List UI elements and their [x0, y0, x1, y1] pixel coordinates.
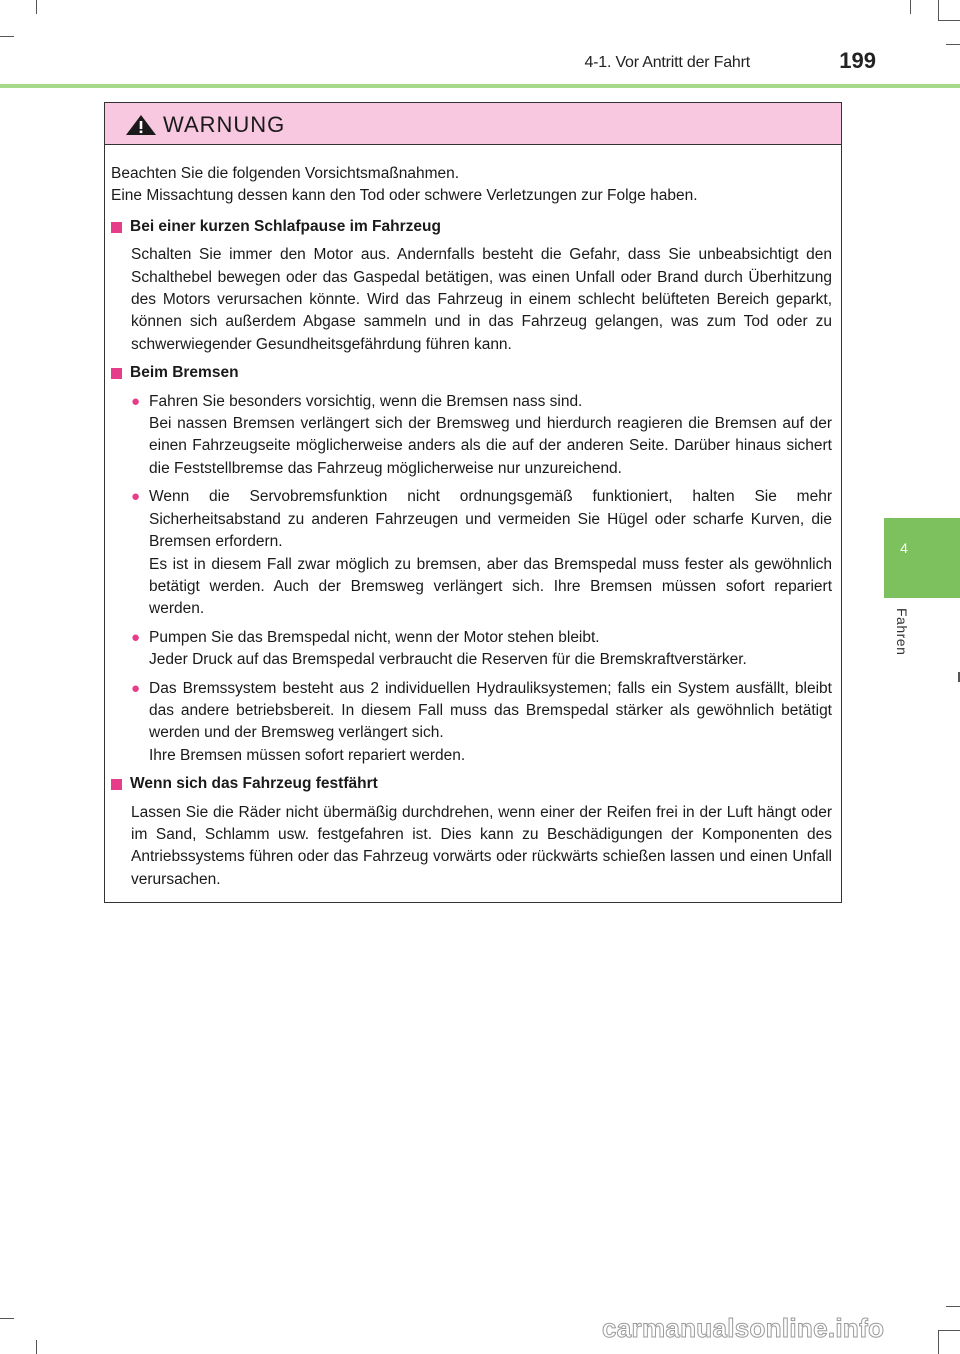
list-item-line: Pumpen Sie das Bremspedal nicht, wenn der Motor stehen bleibt.: [149, 628, 600, 646]
crop-mark: [910, 0, 911, 14]
crop-mark: [36, 1340, 37, 1354]
crop-mark: [0, 1318, 14, 1319]
list-item: [131, 486, 832, 620]
crop-mark: [938, 1330, 960, 1331]
intro-line: Eine Missachtung dessen kann den Tod oder schwere Verletzungen zur Folge haben.: [111, 187, 698, 205]
list-item-line: Fahren Sie besonders vorsichtig, wenn die Bremsen nass sind.: [149, 392, 583, 410]
crop-mark: [946, 44, 960, 45]
warning-triangle-icon: [125, 114, 157, 136]
crop-mark: [938, 20, 960, 21]
circle-bullet-icon: ●: [131, 628, 141, 646]
list-item-line: Ihre Bremsen müssen sofort repariert werden.: [149, 746, 466, 764]
circle-bullet-icon: ●: [131, 679, 141, 697]
list-item-content: [149, 391, 832, 481]
warning-title: WARNUNG: [163, 112, 286, 137]
header-section-title: 4-1. Vor Antritt der Fahrt: [584, 54, 750, 71]
warning-intro: [111, 163, 832, 208]
section-text: Lassen Sie die Räder nicht übermäßig durchdrehen, wenn einer der Reifen frei in der Luft hängt oder im Sand, Schlamm usw. festgefahren ist. Dies kann zu Beschädigungen der Komponenten des Antriebssystems führen oder das Fahrzeug vorwärts oder rückwärts schießen lassen und einen Unfall verursachen.: [131, 803, 832, 888]
circle-bullet-icon: ●: [131, 488, 141, 506]
crop-mark: [0, 36, 14, 37]
circle-bullet-icon: ●: [131, 392, 141, 410]
warning-box: [104, 102, 842, 903]
list-item-content: [149, 678, 832, 768]
chapter-number: 4: [900, 540, 908, 556]
section-heading: [111, 216, 832, 238]
chapter-title: [895, 608, 955, 668]
section-heading-text: Beim Bremsen: [130, 364, 239, 382]
list-item-content: [149, 486, 832, 620]
square-bullet-icon: [111, 779, 122, 790]
square-bullet-icon: [111, 222, 122, 233]
watermark-text: carmanualsonline.info: [602, 1313, 885, 1343]
list-item: [131, 391, 832, 481]
square-bullet-icon: [111, 368, 122, 379]
list-item-line: Wenn die Servobremsfunktion nicht ordnungsgemäß funktioniert, halten Sie mehr Sicherheitsabstand zu anderen Fahrzeugen und vermeiden Sie Hügel oder scharfe Kurven, die Bremsen erfordern.: [149, 488, 832, 551]
list-item: [131, 678, 832, 768]
section-text: Schalten Sie immer den Motor aus. Andernfalls besteht die Gefahr, dass Sie unbeabsichtigt den Schalthebel bewegen oder das Gaspedal betätigen, was einen Unfall oder Brand durch Überhitzung des Motors verursachen könnte. Wird das Fahrzeug in einem schlecht belüfteten Bereich geparkt, können sich außerdem Abgase sammeln und in das Fahrzeug gelangen, was zum Tod oder zu schwerwiegender Gesundheitsgefährdung führen kann.: [131, 246, 832, 353]
crop-mark: [946, 1306, 960, 1307]
intro-line: Beachten Sie die folgenden Vorsichtsmaßnahmen.: [111, 165, 460, 182]
list-item: [131, 627, 832, 672]
list-item-line: Das Bremssystem besteht aus 2 individuellen Hydrauliksystemen; falls ein System ausfällt, bleibt das andere betriebsbereit. In diesem Fall muss das Bremspedal stärker als gewöhnlich betätigt werden und der Bremsweg verlängert sich.: [149, 679, 832, 742]
page-number: 199: [839, 48, 876, 73]
section-heading: [111, 362, 832, 384]
list-item-line: Es ist in diesem Fall zwar möglich zu bremsen, aber das Bremspedal muss fester als gewöhnlich betätigt werden. Auch der Bremsweg verlängert sich. Ihre Bremsen müssen sofort repariert werden.: [149, 555, 832, 618]
section-heading-text: Wenn sich das Fahrzeug festfährt: [130, 775, 378, 793]
section-heading-text: Bei einer kurzen Schlafpause im Fahrzeug: [130, 217, 441, 235]
crop-mark: [36, 0, 37, 14]
crop-mark: [938, 0, 939, 20]
list-item-line: Jeder Druck auf das Bremspedal verbraucht die Reserven für die Bremskraftverstärker.: [149, 651, 747, 669]
warning-body: [105, 145, 841, 891]
chapter-tab: [884, 518, 960, 598]
warning-header: [105, 103, 841, 145]
list-item-content: [149, 627, 832, 672]
chapter-title-text: Fahren: [894, 608, 910, 656]
header-rule: [0, 84, 960, 88]
list-item-line: Bei nassen Bremsen verlängert sich der Bremsweg und hierdurch reagieren die Bremsen auf der einen Fahrzeugseite möglicherweise anders als die auf der anderen Seite. Darüber hinaus sichert die Feststellbremse das Fahrzeug möglicherweise nur unzureichend.: [149, 415, 832, 477]
section-heading: [111, 773, 832, 795]
watermark-logo: [600, 1312, 940, 1346]
